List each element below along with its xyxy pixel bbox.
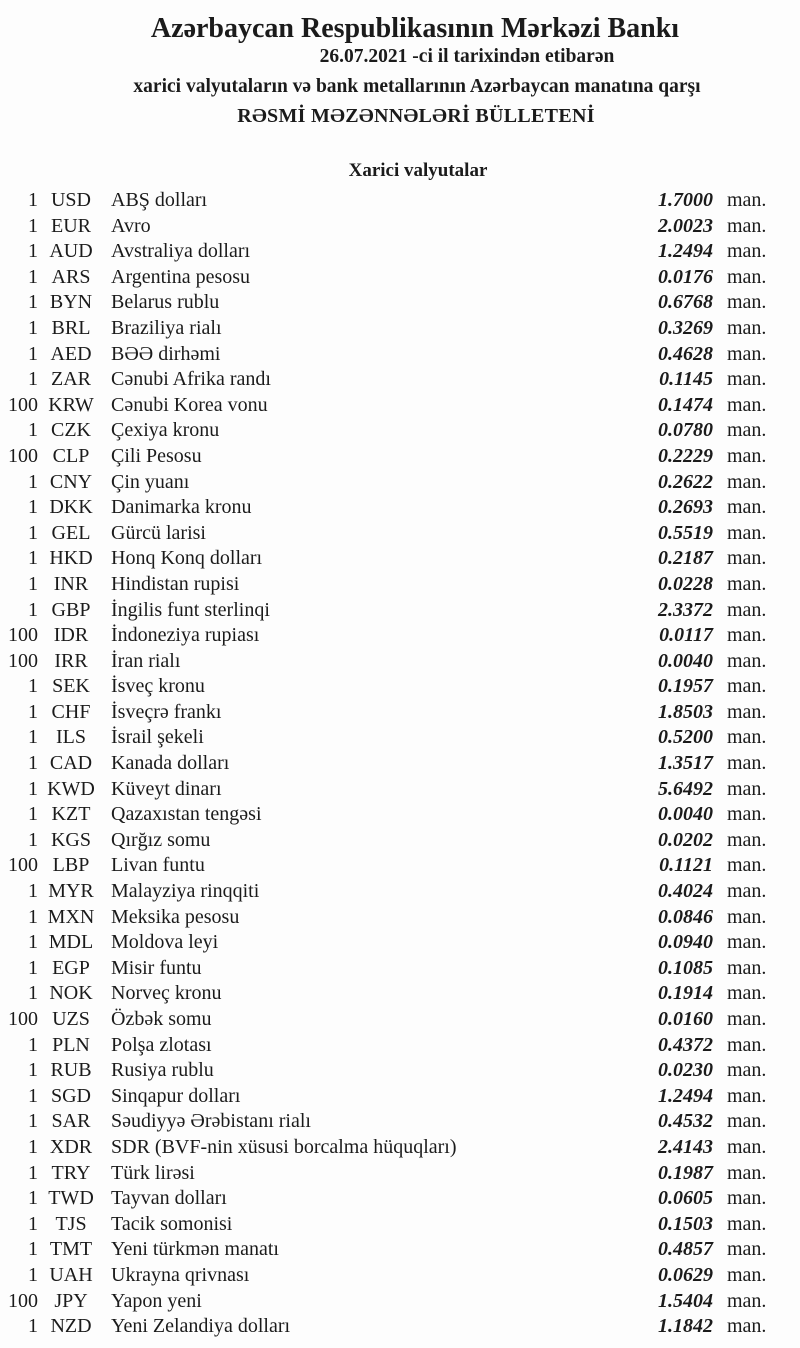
- quantity-cell: 1: [28, 1033, 38, 1056]
- rate-value-cell: 0.1121: [659, 854, 713, 877]
- rate-row-jpy: [0, 1289, 772, 1315]
- rate-row-uah: [0, 1263, 772, 1289]
- rate-value-cell: 1.3517: [658, 752, 713, 775]
- currency-name-cell: Qazaxıstan tengəsi: [111, 803, 262, 826]
- quantity-cell: 1: [28, 700, 38, 723]
- currency-code-cell: CHF: [51, 700, 91, 723]
- rate-value-cell: 0.4024: [658, 880, 713, 903]
- rate-row-gbp: [0, 598, 772, 624]
- quantity-cell: 1: [28, 1135, 38, 1158]
- unit-label-cell: man.: [727, 854, 767, 877]
- quantity-cell: 1: [28, 956, 38, 979]
- rate-value-cell: 0.0176: [658, 265, 713, 288]
- rate-row-sek: [0, 674, 772, 700]
- currency-name-cell: Yapon yeni: [111, 1289, 202, 1312]
- currency-name-cell: Braziliya rialı: [111, 316, 222, 339]
- unit-label-cell: man.: [727, 1059, 767, 1082]
- currency-code-cell: TRY: [51, 1161, 91, 1184]
- currency-code-cell: EGP: [52, 956, 90, 979]
- currency-name-cell: Moldova leyi: [111, 931, 219, 954]
- rate-value-cell: 0.2187: [658, 547, 713, 570]
- currency-code-cell: XDR: [49, 1135, 93, 1158]
- currency-name-cell: SDR (BVF-nin xüsusi borcalma hüquqları): [111, 1135, 457, 1158]
- currency-code-cell: KRW: [48, 393, 94, 416]
- currency-name-cell: İngilis funt sterlinqi: [111, 598, 270, 621]
- rate-value-cell: 1.8503: [658, 700, 713, 723]
- rate-value-cell: 0.4857: [658, 1238, 713, 1261]
- quantity-cell: 1: [28, 1110, 38, 1133]
- currency-code-cell: BYN: [49, 291, 93, 314]
- currency-code-cell: GEL: [51, 521, 91, 544]
- rate-row-kgs: [0, 828, 772, 854]
- currency-name-cell: Yeni türkmən manatı: [111, 1238, 279, 1261]
- unit-label-cell: man.: [727, 931, 767, 954]
- rate-row-idr: [0, 623, 772, 649]
- currency-code-cell: SEK: [52, 675, 90, 698]
- currency-name-cell: Küveyt dinarı: [111, 777, 222, 800]
- quantity-cell: 1: [28, 1059, 38, 1082]
- unit-label-cell: man.: [727, 470, 767, 493]
- rate-row-try: [0, 1161, 772, 1187]
- rate-row-inr: [0, 572, 772, 598]
- rate-value-cell: 0.0230: [658, 1059, 713, 1082]
- currency-code-cell: KZT: [51, 803, 91, 826]
- currency-code-cell: USD: [50, 189, 91, 211]
- currency-name-cell: Səudiyyə Ərəbistanı rialı: [111, 1110, 311, 1133]
- rate-row-aud: [0, 239, 772, 265]
- rate-value-cell: 0.6768: [658, 291, 713, 314]
- rate-value-cell: 2.0023: [658, 214, 713, 237]
- currency-code-cell: MXN: [47, 905, 95, 928]
- currency-name-cell: Sinqapur dolları: [111, 1084, 241, 1107]
- rate-row-dkk: [0, 495, 772, 521]
- rate-value-cell: 1.7000: [658, 189, 713, 211]
- currency-name-cell: Türk lirəsi: [111, 1161, 195, 1184]
- rate-value-cell: 0.4372: [658, 1033, 713, 1056]
- currency-code-cell: SAR: [51, 1110, 91, 1133]
- rate-row-sgd: [0, 1084, 772, 1110]
- unit-label-cell: man.: [727, 1187, 767, 1210]
- currency-code-cell: ZAR: [51, 368, 91, 391]
- currency-code-cell: SGD: [50, 1084, 91, 1107]
- quantity-cell: 1: [28, 598, 38, 621]
- rate-row-krw: [0, 393, 772, 419]
- quantity-cell: 1: [28, 931, 38, 954]
- currency-code-cell: MYR: [48, 880, 94, 903]
- unit-label-cell: man.: [727, 1212, 767, 1235]
- quantity-cell: 100: [8, 624, 38, 647]
- rate-value-cell: 0.0117: [659, 624, 713, 647]
- unit-label-cell: man.: [727, 982, 767, 1005]
- rate-value-cell: 1.2494: [658, 1084, 713, 1107]
- quantity-cell: 100: [8, 444, 38, 467]
- rate-row-nzd: [0, 1314, 772, 1340]
- currency-name-cell: ABŞ dolları: [111, 189, 208, 211]
- quantity-cell: 1: [28, 982, 38, 1005]
- currency-name-cell: Malayziya rinqqiti: [111, 880, 260, 903]
- currency-code-cell: IDR: [53, 624, 89, 647]
- bank-title: Azərbaycan Respublikasının Mərkəzi Bankı: [150, 13, 680, 44]
- rate-value-cell: 0.2229: [658, 444, 713, 467]
- unit-label-cell: man.: [727, 496, 767, 519]
- unit-label-cell: man.: [727, 1161, 767, 1184]
- quantity-cell: 1: [28, 1315, 38, 1338]
- quantity-cell: 100: [8, 1008, 38, 1030]
- quantity-cell: 1: [28, 777, 38, 800]
- unit-label-cell: man.: [727, 291, 767, 314]
- unit-label-cell: man.: [727, 1289, 767, 1312]
- currency-name-cell: Qırğız somu: [111, 828, 211, 851]
- unit-label-cell: man.: [727, 547, 767, 570]
- unit-label-cell: man.: [727, 803, 767, 826]
- unit-label-cell: man.: [727, 880, 767, 903]
- unit-label-cell: man.: [727, 1263, 767, 1286]
- currency-code-cell: UZS: [52, 1008, 90, 1030]
- quantity-cell: 1: [28, 905, 38, 928]
- currency-code-cell: IRR: [54, 649, 88, 672]
- currency-code-cell: ILS: [56, 726, 86, 749]
- currency-name-cell: İran rialı: [111, 649, 181, 672]
- currency-name-cell: Çili Pesosu: [111, 444, 202, 467]
- currency-code-cell: BRL: [51, 316, 91, 339]
- quantity-cell: 1: [28, 675, 38, 698]
- unit-label-cell: man.: [727, 1033, 767, 1056]
- rate-row-zar: [0, 367, 772, 393]
- rate-value-cell: 0.5200: [658, 726, 713, 749]
- unit-label-cell: man.: [727, 675, 767, 698]
- currency-name-cell: Kanada dolları: [111, 752, 230, 775]
- unit-label-cell: man.: [727, 598, 767, 621]
- rate-value-cell: 0.1085: [658, 956, 713, 979]
- rate-value-cell: 0.0629: [658, 1263, 713, 1286]
- currency-name-cell: Gürcü larisi: [111, 521, 206, 544]
- currency-code-cell: DKK: [49, 496, 93, 519]
- unit-label-cell: man.: [727, 1084, 767, 1107]
- unit-label-cell: man.: [727, 368, 767, 391]
- unit-label-cell: man.: [727, 1110, 767, 1133]
- currency-code-cell: CNY: [49, 470, 93, 493]
- currency-code-cell: KWD: [47, 777, 95, 800]
- bulletin-title: RƏSMİ MƏZƏNNƏLƏRİ BÜLLETENİ: [237, 105, 595, 127]
- quantity-cell: 1: [28, 1212, 38, 1235]
- currency-code-cell: JPY: [54, 1289, 88, 1312]
- unit-label-cell: man.: [727, 521, 767, 544]
- rate-row-tjs: [0, 1212, 772, 1238]
- quantity-cell: 1: [28, 1263, 38, 1286]
- currency-name-cell: Çexiya kronu: [111, 419, 220, 442]
- quantity-cell: 1: [28, 880, 38, 903]
- rate-value-cell: 0.3269: [658, 316, 713, 339]
- unit-label-cell: man.: [727, 726, 767, 749]
- currency-name-cell: Norveç kronu: [111, 982, 222, 1005]
- rate-value-cell: 1.1842: [658, 1315, 713, 1338]
- rate-row-aed: [0, 342, 772, 368]
- currency-code-cell: CAD: [49, 752, 93, 775]
- quantity-cell: 1: [28, 496, 38, 519]
- section-title-foreign-currencies: Xarici valyutalar: [348, 160, 488, 181]
- currency-code-cell: AED: [50, 342, 92, 365]
- rate-value-cell: 0.1474: [658, 393, 713, 416]
- unit-label-cell: man.: [727, 393, 767, 416]
- currency-code-cell: TWD: [48, 1187, 94, 1210]
- unit-label-cell: man.: [727, 1238, 767, 1261]
- rate-row-brl: [0, 316, 772, 342]
- rate-row-kwd: [0, 777, 772, 803]
- rate-row-hkd: [0, 546, 772, 572]
- rate-row-tmt: [0, 1237, 772, 1263]
- rate-value-cell: 0.0040: [658, 803, 713, 826]
- currency-name-cell: Avro: [111, 214, 151, 237]
- quantity-cell: 1: [28, 240, 38, 263]
- currency-name-cell: İsrail şekeli: [111, 726, 204, 749]
- quantity-cell: 1: [28, 470, 38, 493]
- quantity-cell: 1: [28, 828, 38, 851]
- rate-row-lbp: [0, 853, 772, 879]
- quantity-cell: 1: [28, 1084, 38, 1107]
- currency-code-cell: NOK: [49, 982, 93, 1005]
- quantity-cell: 100: [8, 649, 38, 672]
- currency-name-cell: Çin yuanı: [111, 470, 190, 493]
- rate-value-cell: 0.1503: [658, 1212, 713, 1235]
- currency-name-cell: Honq Konq dolları: [111, 547, 263, 570]
- rate-row-xdr: [0, 1135, 772, 1161]
- quantity-cell: 100: [8, 393, 38, 416]
- currency-code-cell: PLN: [52, 1033, 90, 1056]
- quantity-cell: 1: [28, 726, 38, 749]
- quantity-cell: 1: [28, 1161, 38, 1184]
- currency-name-cell: Livan funtu: [111, 854, 205, 877]
- unit-label-cell: man.: [727, 624, 767, 647]
- currency-code-cell: KGS: [50, 828, 91, 851]
- rate-value-cell: 0.4532: [658, 1110, 713, 1133]
- quantity-cell: 100: [8, 854, 38, 877]
- rate-value-cell: 0.2622: [658, 470, 713, 493]
- quantity-cell: 1: [28, 342, 38, 365]
- unit-label-cell: man.: [727, 1008, 767, 1030]
- unit-label-cell: man.: [727, 1135, 767, 1158]
- quantity-cell: 1: [28, 752, 38, 775]
- rate-row-irr: [0, 649, 772, 675]
- rate-value-cell: 0.0040: [658, 649, 713, 672]
- rate-row-mdl: [0, 930, 772, 956]
- currency-code-cell: ARS: [51, 265, 91, 288]
- unit-label-cell: man.: [727, 265, 767, 288]
- quantity-cell: 1: [28, 214, 38, 237]
- currency-name-cell: Cənubi Korea vonu: [111, 393, 268, 416]
- rate-value-cell: 0.0160: [658, 1008, 713, 1030]
- currency-code-cell: GBP: [51, 598, 91, 621]
- quantity-cell: 1: [28, 189, 38, 211]
- unit-label-cell: man.: [727, 240, 767, 263]
- quantity-cell: 1: [28, 316, 38, 339]
- rate-row-chf: [0, 700, 772, 726]
- unit-label-cell: man.: [727, 214, 767, 237]
- rate-value-cell: 0.5519: [658, 521, 713, 544]
- rate-value-cell: 0.2693: [658, 496, 713, 519]
- currency-name-cell: Ukrayna qrivnası: [111, 1263, 250, 1286]
- quantity-cell: 1: [28, 368, 38, 391]
- rate-row-eur: [0, 214, 772, 240]
- unit-label-cell: man.: [727, 419, 767, 442]
- rate-row-nok: [0, 981, 772, 1007]
- quantity-cell: 1: [28, 1187, 38, 1210]
- quantity-cell: 1: [28, 521, 38, 544]
- quantity-cell: 1: [28, 547, 38, 570]
- unit-label-cell: man.: [727, 189, 767, 211]
- rate-value-cell: 2.4143: [658, 1135, 713, 1158]
- currency-code-cell: EUR: [51, 214, 91, 237]
- rates-table: [0, 188, 772, 1340]
- rate-value-cell: 0.0228: [658, 572, 713, 595]
- currency-name-cell: Hindistan rupisi: [111, 572, 240, 595]
- unit-label-cell: man.: [727, 777, 767, 800]
- rate-row-czk: [0, 418, 772, 444]
- unit-label-cell: man.: [727, 828, 767, 851]
- unit-label-cell: man.: [727, 905, 767, 928]
- unit-label-cell: man.: [727, 649, 767, 672]
- rate-row-ils: [0, 725, 772, 751]
- rate-value-cell: 0.0202: [658, 828, 713, 851]
- rate-value-cell: 0.0940: [658, 931, 713, 954]
- rate-value-cell: 1.5404: [658, 1289, 713, 1312]
- rate-row-pln: [0, 1033, 772, 1059]
- rate-value-cell: 0.1145: [659, 368, 713, 391]
- rate-value-cell: 5.6492: [658, 777, 713, 800]
- quantity-cell: 1: [28, 1238, 38, 1261]
- currency-name-cell: Argentina pesosu: [111, 265, 251, 288]
- quantity-cell: 1: [28, 265, 38, 288]
- currency-name-cell: Tayvan dolları: [111, 1187, 227, 1210]
- currency-code-cell: CLP: [52, 444, 90, 467]
- currency-name-cell: Danimarka kronu: [111, 496, 252, 519]
- quantity-cell: 1: [28, 419, 38, 442]
- unit-label-cell: man.: [727, 956, 767, 979]
- rate-value-cell: 0.0780: [658, 419, 713, 442]
- currency-code-cell: INR: [53, 572, 89, 595]
- currency-code-cell: MDL: [48, 931, 94, 954]
- currency-name-cell: İsveç kronu: [111, 675, 205, 698]
- currency-code-cell: TJS: [55, 1212, 87, 1235]
- currency-name-cell: Cənubi Afrika randı: [111, 368, 271, 391]
- currency-code-cell: RUB: [50, 1059, 92, 1082]
- rate-row-twd: [0, 1186, 772, 1212]
- unit-label-cell: man.: [727, 700, 767, 723]
- currency-name-cell: Yeni Zelandiya dolları: [111, 1315, 291, 1338]
- currency-code-cell: NZD: [50, 1315, 92, 1338]
- rate-row-kzt: [0, 802, 772, 828]
- rate-row-uzs: [0, 1007, 772, 1033]
- currency-name-cell: Avstraliya dolları: [111, 240, 251, 263]
- rate-value-cell: 0.4628: [658, 342, 713, 365]
- currency-name-cell: Özbək somu: [111, 1008, 212, 1030]
- rate-row-myr: [0, 879, 772, 905]
- rate-value-cell: 0.1957: [658, 675, 713, 698]
- rate-value-cell: 2.3372: [658, 598, 713, 621]
- rate-row-cad: [0, 751, 772, 777]
- currency-name-cell: Misir funtu: [111, 956, 202, 979]
- rate-row-egp: [0, 956, 772, 982]
- rate-value-cell: 0.1914: [658, 982, 713, 1005]
- rate-value-cell: 0.0605: [658, 1187, 713, 1210]
- rate-row-gel: [0, 521, 772, 547]
- currency-code-cell: AUD: [49, 240, 93, 263]
- unit-label-cell: man.: [727, 752, 767, 775]
- currency-code-cell: HKD: [49, 547, 93, 570]
- rate-row-clp: [0, 444, 772, 470]
- currency-name-cell: Rusiya rublu: [111, 1059, 214, 1082]
- currency-code-cell: UAH: [49, 1263, 93, 1286]
- bulletin-subtitle: xarici valyutaların və bank metallarının Azərbaycan manatına qarşı: [133, 76, 701, 97]
- unit-label-cell: man.: [727, 444, 767, 467]
- quantity-cell: 1: [28, 572, 38, 595]
- quantity-cell: 1: [28, 803, 38, 826]
- unit-label-cell: man.: [727, 572, 767, 595]
- unit-label-cell: man.: [727, 1315, 767, 1338]
- rate-value-cell: 1.2494: [658, 240, 713, 263]
- currency-name-cell: İndoneziya rupiası: [111, 624, 260, 647]
- unit-label-cell: man.: [727, 342, 767, 365]
- rate-row-usd: [0, 188, 772, 214]
- currency-name-cell: Meksika pesosu: [111, 905, 240, 928]
- currency-name-cell: Tacik somonisi: [111, 1212, 233, 1235]
- effective-date-line: 26.07.2021 -ci il tarixindən etibarən: [319, 46, 615, 67]
- currency-name-cell: Belarus rublu: [111, 291, 220, 314]
- currency-name-cell: İsveçrə frankı: [111, 700, 222, 723]
- rate-row-sar: [0, 1109, 772, 1135]
- rate-row-cny: [0, 470, 772, 496]
- rate-value-cell: 0.1987: [658, 1161, 713, 1184]
- rate-row-mxn: [0, 905, 772, 931]
- rate-row-byn: [0, 290, 772, 316]
- quantity-cell: 1: [28, 291, 38, 314]
- currency-code-cell: TMT: [49, 1238, 93, 1261]
- quantity-cell: 100: [8, 1289, 38, 1312]
- rate-row-ars: [0, 265, 772, 291]
- rate-value-cell: 0.0846: [658, 905, 713, 928]
- currency-name-cell: BƏƏ dirhəmi: [111, 342, 221, 365]
- currency-code-cell: CZK: [51, 419, 91, 442]
- unit-label-cell: man.: [727, 316, 767, 339]
- rate-row-rub: [0, 1058, 772, 1084]
- currency-name-cell: Polşa zlotası: [111, 1033, 212, 1056]
- currency-code-cell: LBP: [52, 854, 90, 877]
